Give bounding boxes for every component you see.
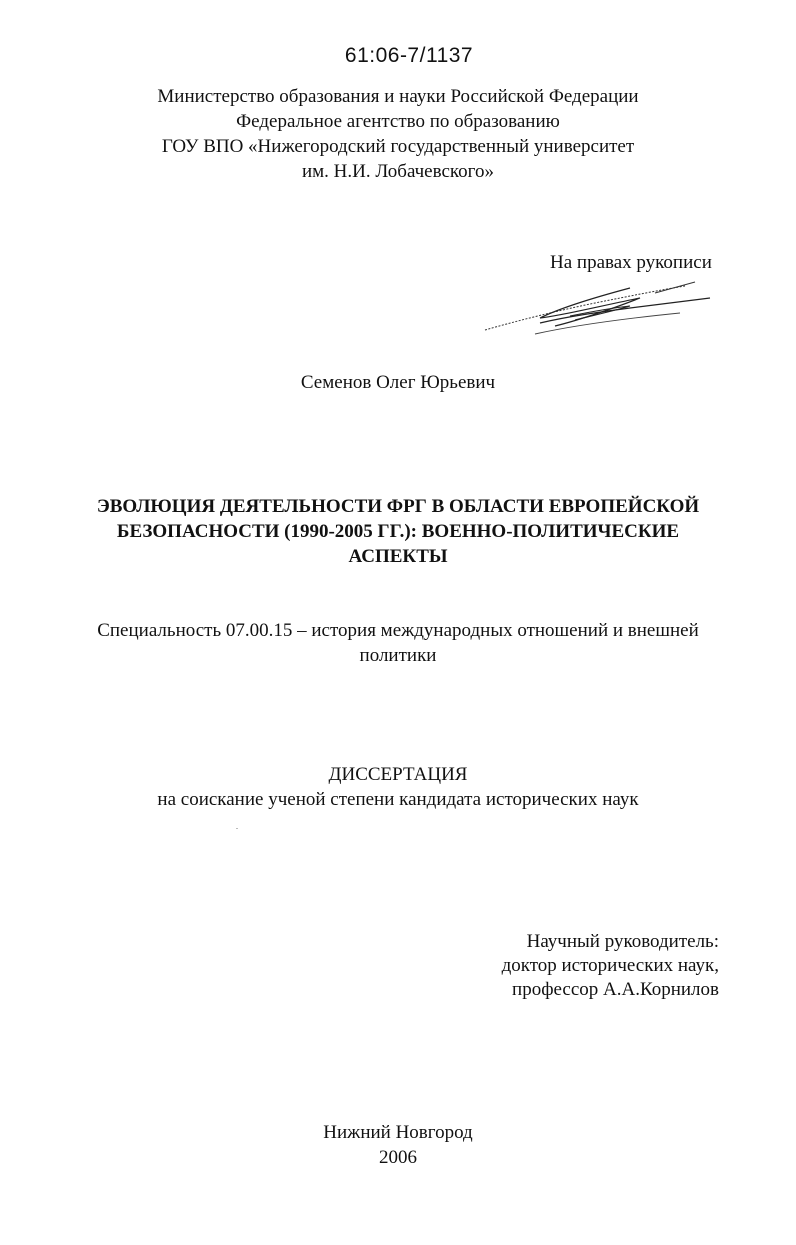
rights-note: На правах рукописи — [550, 252, 712, 273]
work-type — [0, 762, 796, 812]
title-line: АСПЕКТЫ — [348, 546, 448, 567]
specialty-line: Специальность 07.00.15 – история международных отношений и внешней — [97, 620, 699, 641]
supervisor-name: профессор А.А.Корнилов — [512, 979, 719, 1000]
specialty — [60, 618, 736, 668]
title-line: ЭВОЛЮЦИЯ ДЕЯТЕЛЬНОСТИ ФРГ В ОБЛАСТИ ЕВРОПЕЙСКОЙ — [96, 496, 700, 517]
supervisor-degree: доктор исторических наук, — [501, 955, 719, 976]
institution-header — [0, 84, 796, 184]
title-line: БЕЗОПАСНОСТИ (1990-2005 ГГ.): ВОЕННО-ПОЛИТИЧЕСКИЕ — [116, 521, 680, 542]
degree-purpose: на соискание ученой степени кандидата исторических наук — [157, 789, 639, 810]
supervisor-block — [502, 930, 719, 1002]
place-and-year — [0, 1120, 796, 1170]
registration-code: 61:06-7/1137 — [344, 44, 474, 67]
author-signature — [480, 268, 725, 348]
author-name: Семенов Олег Юрьевич — [300, 372, 496, 393]
specialty-line: политики — [359, 645, 437, 666]
year: 2006 — [379, 1147, 417, 1168]
agency-line: Федеральное агентство по образованию — [236, 111, 560, 132]
university-line: ГОУ ВПО «Нижегородский государственный университет — [161, 136, 635, 157]
city: Нижний Новгород — [323, 1122, 473, 1143]
scan-speck — [236, 828, 238, 829]
ministry-line: Министерство образования и науки Российской Федерации — [157, 86, 639, 107]
work-type-label: ДИССЕРТАЦИЯ — [328, 764, 468, 785]
university-name-line: им. Н.И. Лобачевского» — [301, 161, 494, 182]
dissertation-title — [60, 494, 736, 569]
supervisor-role: Научный руководитель: — [526, 931, 719, 952]
